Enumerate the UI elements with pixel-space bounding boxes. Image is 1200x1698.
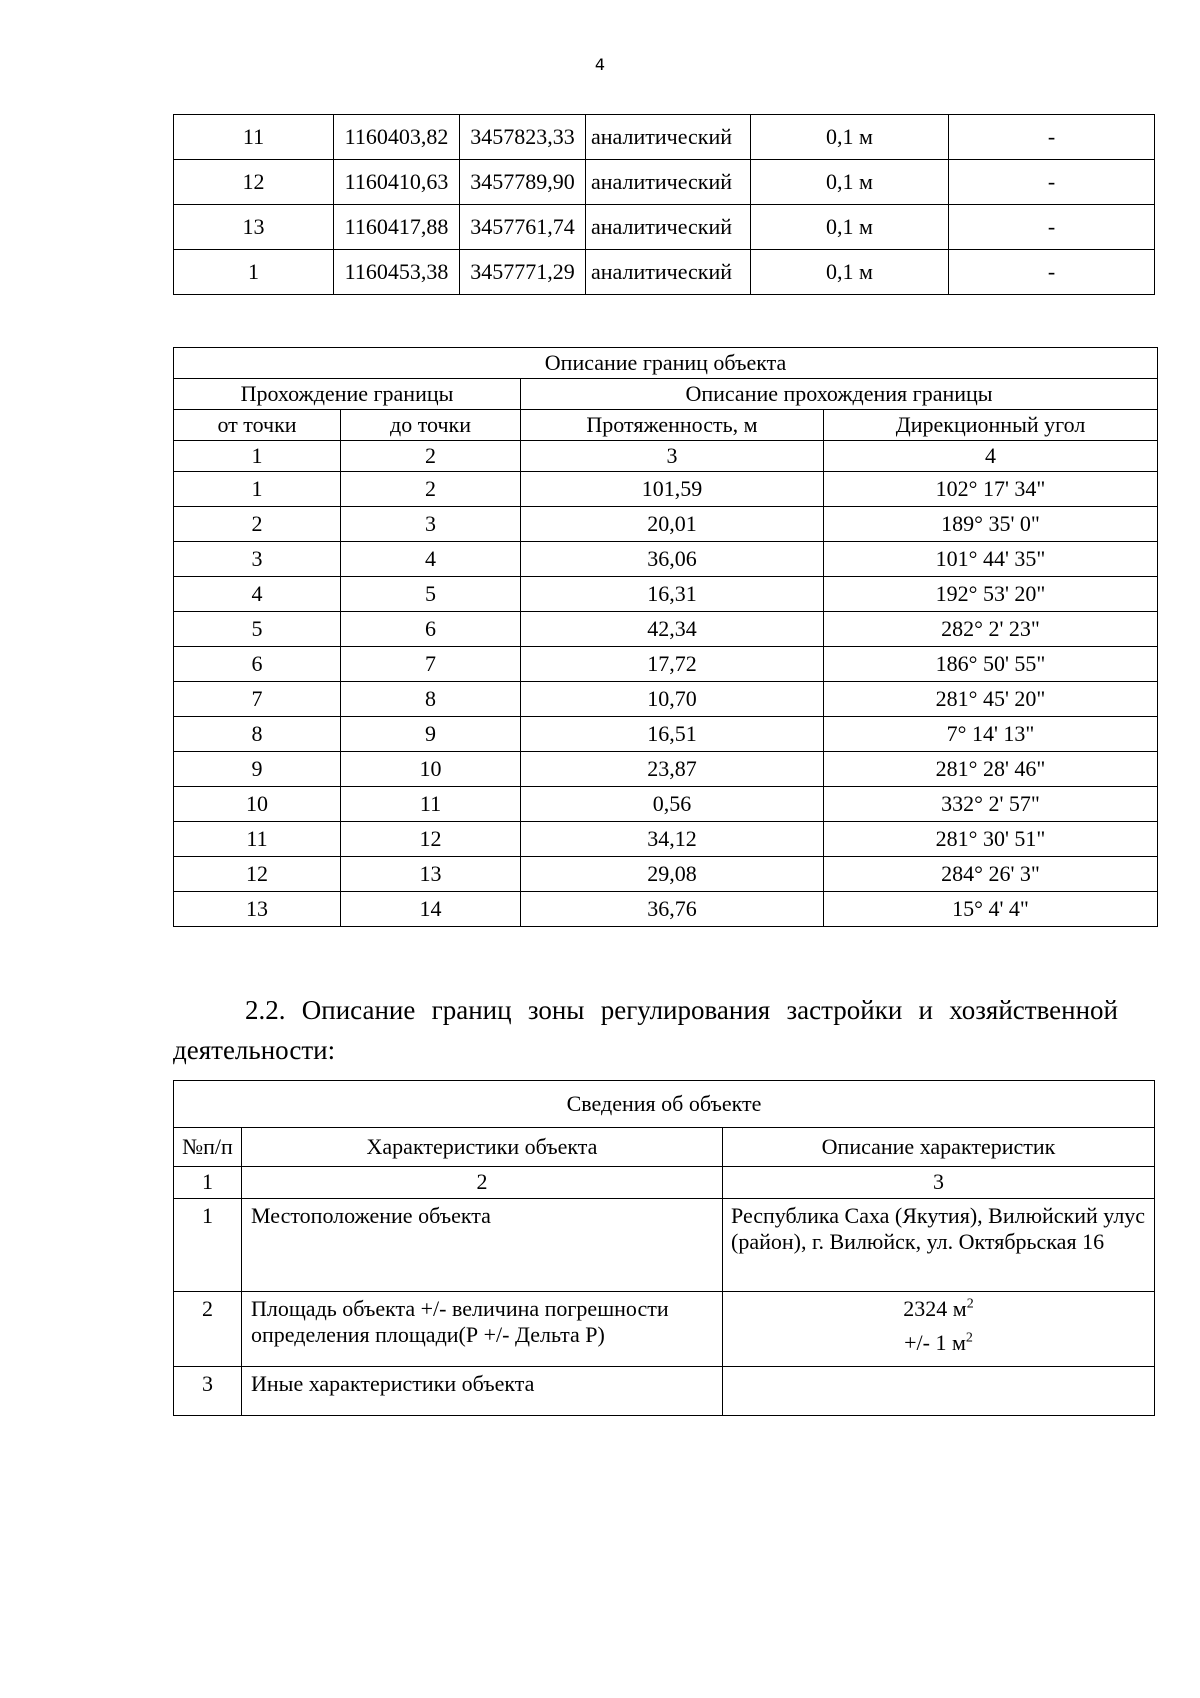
to-point: 5	[341, 577, 521, 612]
coordinates-table	[173, 114, 1155, 295]
direction-angle: 281° 28' 46"	[824, 752, 1158, 787]
point-number: 1	[174, 250, 334, 295]
boundary-description-table	[173, 347, 1158, 927]
from-point: 13	[174, 892, 341, 927]
col-number: 2	[242, 1167, 723, 1199]
segment-length: 20,01	[521, 507, 824, 542]
measure-method: аналитический	[586, 115, 751, 160]
coord-y: 3457771,29	[460, 250, 586, 295]
col-header-angle: Дирекционный угол	[824, 410, 1158, 441]
accuracy: 0,1 м	[751, 205, 949, 250]
boundary-table-header-row	[174, 410, 1158, 441]
to-point: 7	[341, 647, 521, 682]
direction-angle: 281° 30' 51"	[824, 822, 1158, 857]
row-number: 3	[174, 1367, 242, 1416]
table-row	[174, 507, 1158, 542]
segment-length: 16,51	[521, 717, 824, 752]
to-point: 3	[341, 507, 521, 542]
table-row	[174, 752, 1158, 787]
direction-angle: 101° 44' 35"	[824, 542, 1158, 577]
boundary-table-title-row	[174, 348, 1158, 379]
to-point: 12	[341, 822, 521, 857]
table-row	[174, 612, 1158, 647]
coord-y: 3457761,74	[460, 205, 586, 250]
segment-length: 42,34	[521, 612, 824, 647]
segment-length: 36,76	[521, 892, 824, 927]
info-table-header-row	[174, 1128, 1155, 1167]
col-number: 2	[341, 441, 521, 472]
col-number: 3	[723, 1167, 1155, 1199]
to-point: 14	[341, 892, 521, 927]
segment-length: 10,70	[521, 682, 824, 717]
col-number: 1	[174, 441, 341, 472]
segment-length: 36,06	[521, 542, 824, 577]
coord-y: 3457789,90	[460, 160, 586, 205]
boundary-group-left: Прохождение границы	[174, 379, 521, 410]
col-header-characteristics: Характеристики объекта	[242, 1128, 723, 1167]
accuracy: 0,1 м	[751, 160, 949, 205]
segment-length: 16,31	[521, 577, 824, 612]
coord-x: 1160403,82	[334, 115, 460, 160]
direction-angle: 282° 2' 23"	[824, 612, 1158, 647]
area-unit-sup: 2	[966, 1296, 974, 1312]
table-row	[174, 892, 1158, 927]
segment-length: 101,59	[521, 472, 824, 507]
col-header-number: №п/п	[174, 1128, 242, 1167]
delta-text: +/- 1 м	[904, 1330, 966, 1355]
section-heading: 2.2. Описание границ зоны регулирования застройки и хозяйственной деятельности:	[173, 995, 1118, 1065]
area-line	[723, 1292, 1154, 1326]
boundary-group-right: Описание прохождения границы	[521, 379, 1158, 410]
table-row	[174, 115, 1155, 160]
measure-method: аналитический	[586, 160, 751, 205]
from-point: 1	[174, 472, 341, 507]
table-row	[174, 472, 1158, 507]
table-row	[174, 822, 1158, 857]
table-row	[174, 1367, 1155, 1416]
to-point: 11	[341, 787, 521, 822]
boundary-table-title: Описание границ объекта	[174, 348, 1158, 379]
direction-angle: 281° 45' 20"	[824, 682, 1158, 717]
col-number: 3	[521, 441, 824, 472]
info-table-title: Сведения об объекте	[174, 1081, 1155, 1128]
from-point: 8	[174, 717, 341, 752]
delta-line	[723, 1326, 1154, 1360]
table-row	[174, 205, 1155, 250]
to-point: 13	[341, 857, 521, 892]
from-point: 2	[174, 507, 341, 542]
segment-length: 29,08	[521, 857, 824, 892]
to-point: 8	[341, 682, 521, 717]
direction-angle: 186° 50' 55"	[824, 647, 1158, 682]
direction-angle: 102° 17' 34"	[824, 472, 1158, 507]
col-header-length: Протяженность, м	[521, 410, 824, 441]
direction-angle: 284° 26' 3"	[824, 857, 1158, 892]
accuracy: 0,1 м	[751, 250, 949, 295]
from-point: 11	[174, 822, 341, 857]
col-header-to: до точки	[341, 410, 521, 441]
table-row	[174, 717, 1158, 752]
col-header-from: от точки	[174, 410, 341, 441]
table-row	[174, 250, 1155, 295]
accuracy: 0,1 м	[751, 115, 949, 160]
coord-x: 1160417,88	[334, 205, 460, 250]
col-number: 4	[824, 441, 1158, 472]
object-info-table	[173, 1080, 1155, 1416]
from-point: 10	[174, 787, 341, 822]
table-row	[174, 542, 1158, 577]
coord-x: 1160410,63	[334, 160, 460, 205]
direction-angle: 189° 35' 0"	[824, 507, 1158, 542]
note: -	[949, 205, 1155, 250]
to-point: 2	[341, 472, 521, 507]
delta-unit-sup: 2	[965, 1330, 973, 1346]
table-row	[174, 577, 1158, 612]
measure-method: аналитический	[586, 205, 751, 250]
col-number: 1	[174, 1167, 242, 1199]
to-point: 6	[341, 612, 521, 647]
characteristic-area: Площадь объекта +/- величина погрешности определения площади(Р +/- Дельта Р)	[242, 1292, 723, 1367]
from-point: 7	[174, 682, 341, 717]
point-number: 12	[174, 160, 334, 205]
boundary-table-number-row	[174, 441, 1158, 472]
page-number: 4	[594, 55, 606, 74]
area-value	[723, 1292, 1155, 1367]
segment-length: 23,87	[521, 752, 824, 787]
other-value	[723, 1367, 1155, 1416]
row-number: 1	[174, 1199, 242, 1292]
point-number: 11	[174, 115, 334, 160]
from-point: 6	[174, 647, 341, 682]
from-point: 4	[174, 577, 341, 612]
direction-angle: 15° 4' 4"	[824, 892, 1158, 927]
characteristic-location: Местоположение объекта	[242, 1199, 723, 1292]
table-row	[174, 160, 1155, 205]
point-number: 13	[174, 205, 334, 250]
table-row	[174, 647, 1158, 682]
to-point: 4	[341, 542, 521, 577]
measure-method: аналитический	[586, 250, 751, 295]
from-point: 12	[174, 857, 341, 892]
segment-length: 0,56	[521, 787, 824, 822]
table-row	[174, 1292, 1155, 1367]
from-point: 3	[174, 542, 341, 577]
row-number: 2	[174, 1292, 242, 1367]
segment-length: 34,12	[521, 822, 824, 857]
direction-angle: 192° 53' 20"	[824, 577, 1158, 612]
table-row	[174, 787, 1158, 822]
area-text: 2324 м	[903, 1296, 967, 1321]
info-table-title-row	[174, 1081, 1155, 1128]
to-point: 9	[341, 717, 521, 752]
segment-length: 17,72	[521, 647, 824, 682]
table-row	[174, 1199, 1155, 1292]
coord-x: 1160453,38	[334, 250, 460, 295]
from-point: 9	[174, 752, 341, 787]
info-table-number-row	[174, 1167, 1155, 1199]
from-point: 5	[174, 612, 341, 647]
note: -	[949, 160, 1155, 205]
to-point: 10	[341, 752, 521, 787]
direction-angle: 332° 2' 57"	[824, 787, 1158, 822]
location-value: Республика Саха (Якутия), Вилюйский улус (район), г. Вилюйск, ул. Октябрьская 16	[723, 1199, 1155, 1292]
table-row	[174, 682, 1158, 717]
boundary-table-group-row	[174, 379, 1158, 410]
table-row	[174, 857, 1158, 892]
direction-angle: 7° 14' 13"	[824, 717, 1158, 752]
col-header-description: Описание характеристик	[723, 1128, 1155, 1167]
note: -	[949, 115, 1155, 160]
characteristic-other: Иные характеристики объекта	[242, 1367, 723, 1416]
coord-y: 3457823,33	[460, 115, 586, 160]
note: -	[949, 250, 1155, 295]
